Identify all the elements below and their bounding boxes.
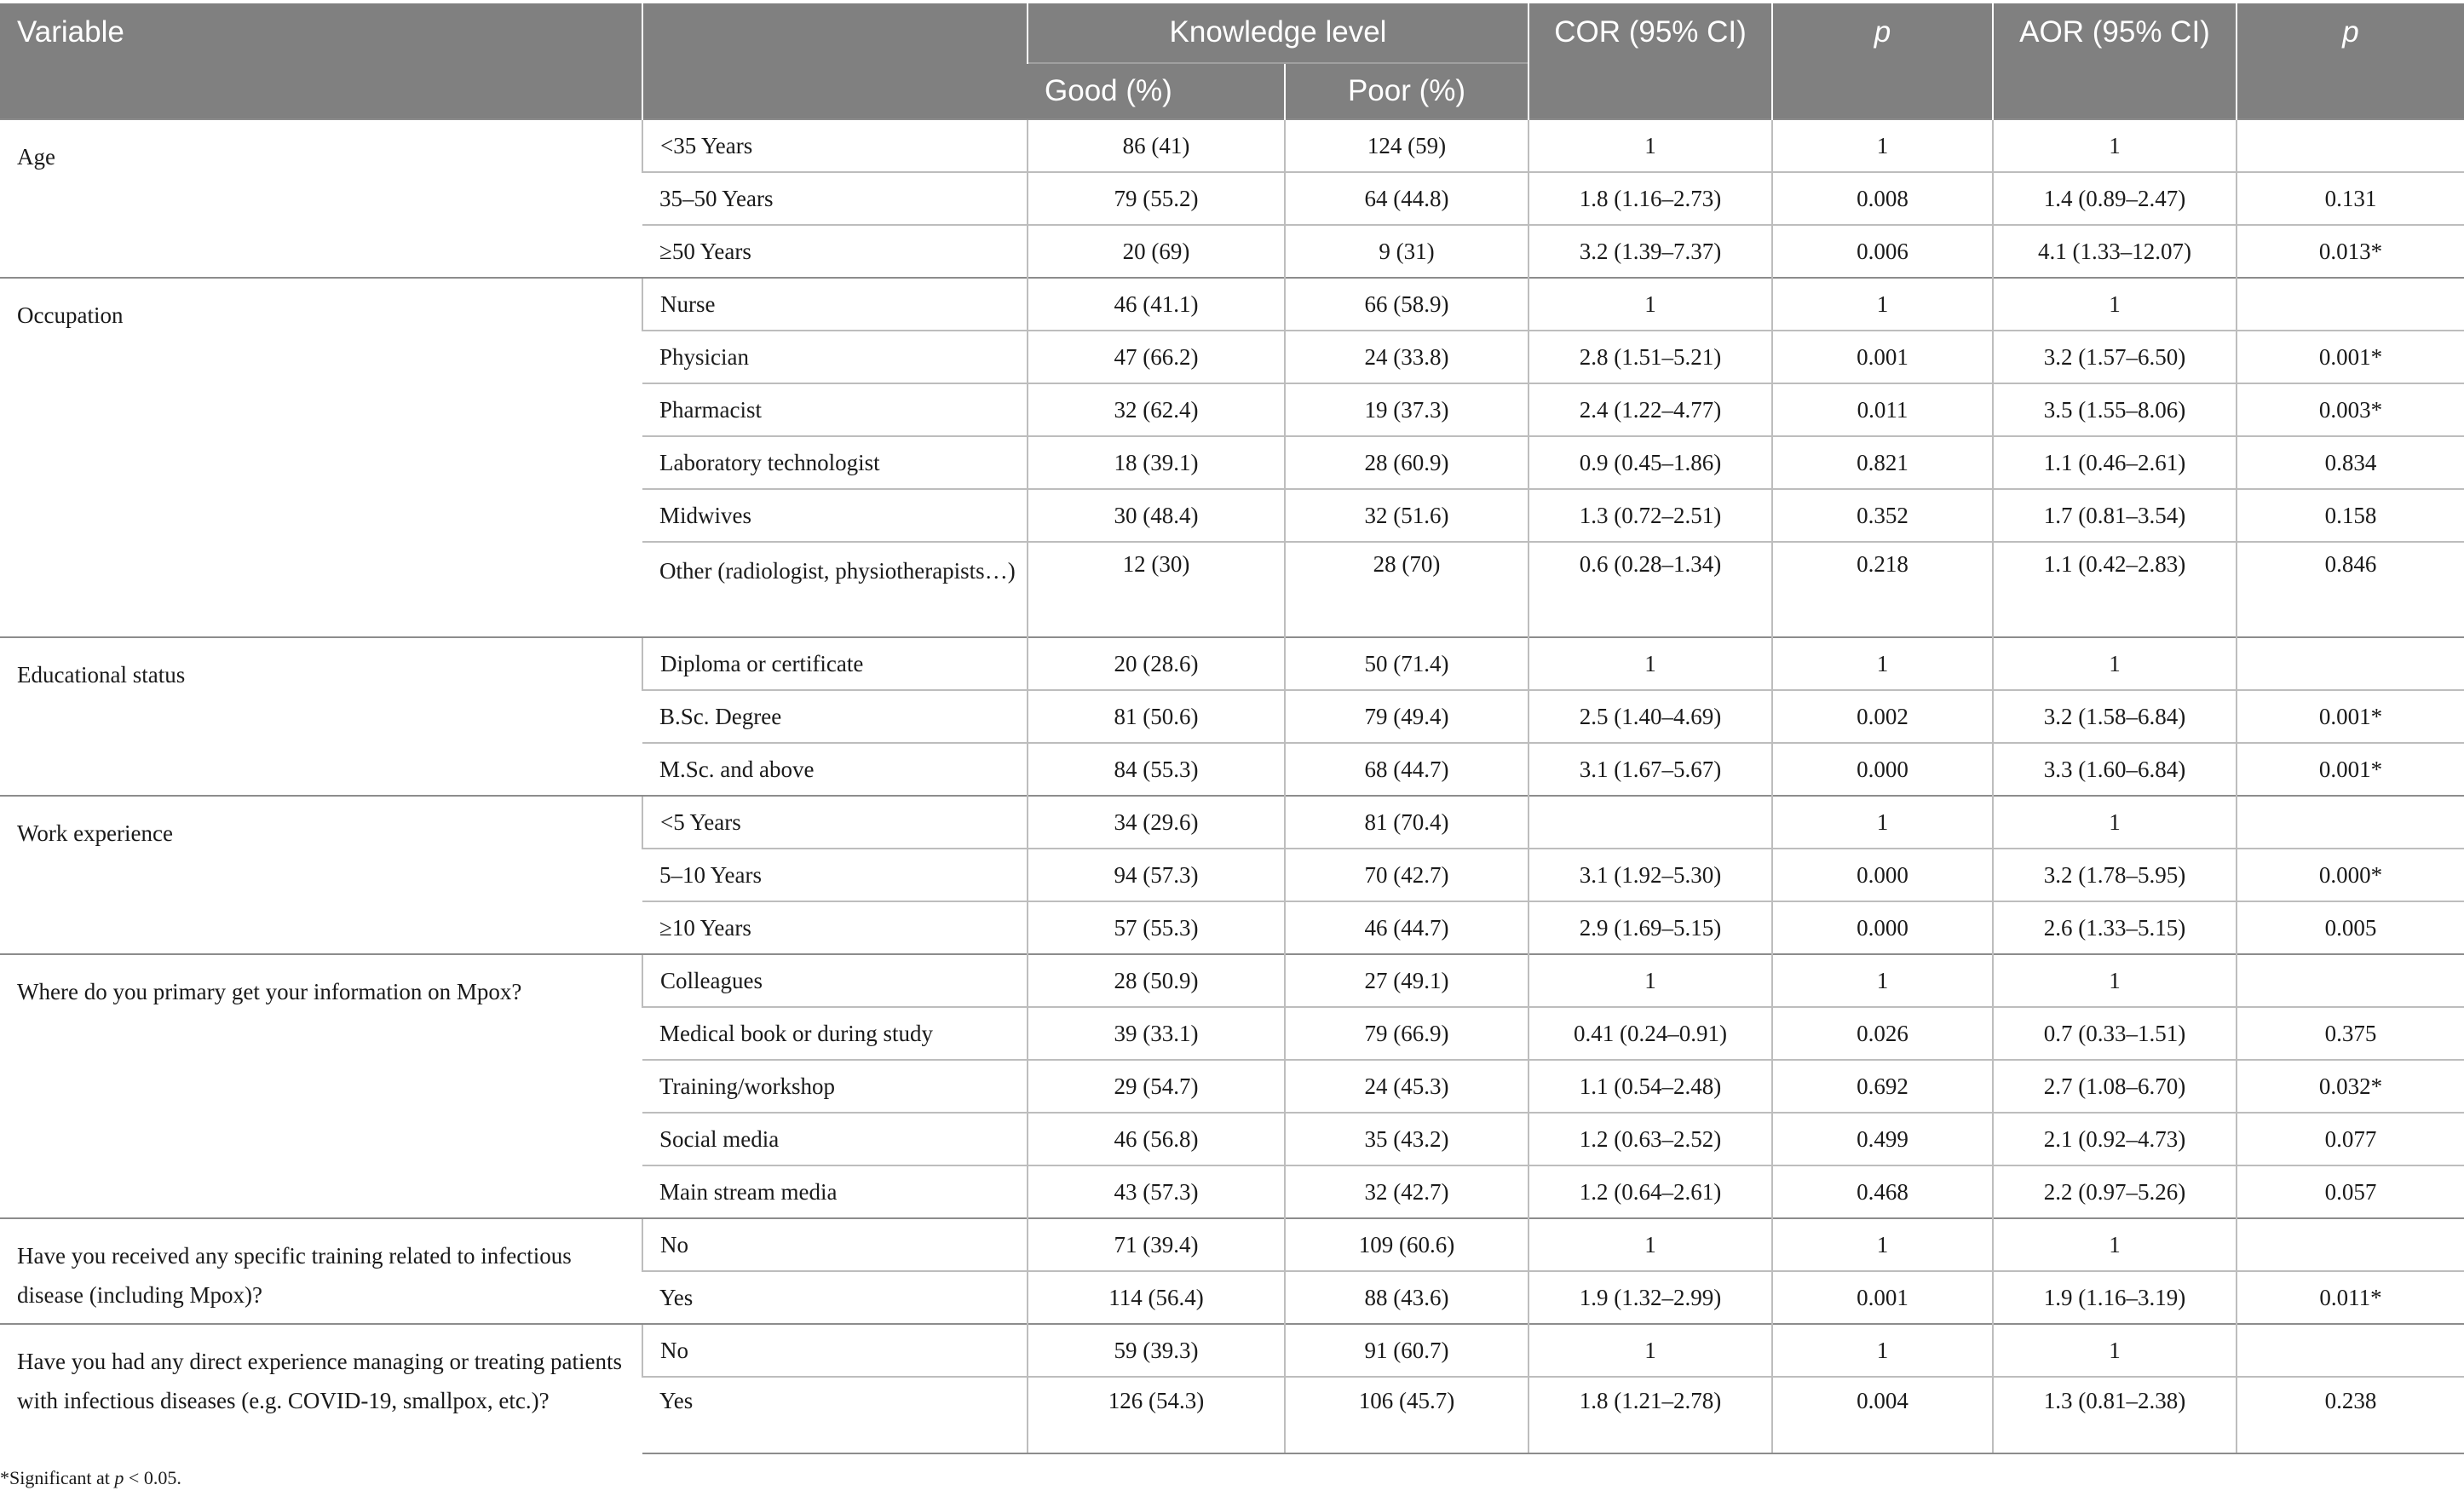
variable-cell: Occupation — [0, 278, 642, 637]
category-cell: B.Sc. Degree — [642, 690, 1028, 743]
p-cor-cell: 0.218 — [1772, 542, 1993, 637]
p-cor-cell: 0.352 — [1772, 489, 1993, 542]
p-cor-cell: 0.000 — [1772, 901, 1993, 954]
cor-cell: 1.1 (0.54–2.48) — [1528, 1060, 1772, 1113]
p-cor-cell: 1 — [1772, 278, 1993, 331]
header-p-cor — [1772, 3, 1993, 119]
p-cor-cell: 0.026 — [1772, 1007, 1993, 1060]
p-aor-cell: 0.158 — [2237, 489, 2464, 542]
poor-cell: 32 (42.7) — [1285, 1165, 1528, 1218]
cor-cell: 3.2 (1.39–7.37) — [1528, 225, 1772, 278]
header-cor: COR (95% CI) — [1528, 3, 1772, 119]
aor-cell: 1 — [1993, 1324, 2237, 1377]
poor-cell: 28 (60.9) — [1285, 436, 1528, 489]
aor-cell: 0.7 (0.33–1.51) — [1993, 1007, 2237, 1060]
poor-cell: 70 (42.7) — [1285, 849, 1528, 901]
variable-cell: Age — [0, 119, 642, 278]
poor-cell: 109 (60.6) — [1285, 1218, 1528, 1271]
table-row — [0, 278, 2464, 331]
p-cor-cell: 0.006 — [1772, 225, 1993, 278]
p-cor-cell: 0.002 — [1772, 690, 1993, 743]
good-cell: 46 (56.8) — [1028, 1113, 1285, 1165]
poor-cell: 68 (44.7) — [1285, 743, 1528, 796]
p-aor-cell: 0.238 — [2237, 1377, 2464, 1453]
good-cell: 81 (50.6) — [1028, 690, 1285, 743]
p-cor-cell: 0.004 — [1772, 1377, 1993, 1453]
cor-cell: 1.3 (0.72–2.51) — [1528, 489, 1772, 542]
footnote-suffix: < 0.05. — [124, 1467, 181, 1488]
category-cell: <35 Years — [642, 119, 1028, 172]
cor-cell — [1528, 796, 1772, 849]
good-cell: 86 (41) — [1028, 119, 1285, 172]
good-cell: 57 (55.3) — [1028, 901, 1285, 954]
category-cell: No — [642, 1218, 1028, 1271]
aor-cell: 2.6 (1.33–5.15) — [1993, 901, 2237, 954]
category-cell: ≥50 Years — [642, 225, 1028, 278]
p-aor-cell — [2237, 119, 2464, 172]
p-aor-cell: 0.375 — [2237, 1007, 2464, 1060]
p-cor-cell: 1 — [1772, 796, 1993, 849]
aor-cell: 3.2 (1.78–5.95) — [1993, 849, 2237, 901]
aor-cell: 1 — [1993, 278, 2237, 331]
aor-cell: 1.1 (0.42–2.83) — [1993, 542, 2237, 637]
footnote-prefix: *Significant at — [0, 1467, 115, 1488]
aor-cell: 3.2 (1.57–6.50) — [1993, 331, 2237, 383]
good-cell: 32 (62.4) — [1028, 383, 1285, 436]
p-cor-cell: 1 — [1772, 637, 1993, 690]
poor-cell: 81 (70.4) — [1285, 796, 1528, 849]
p-cor-cell: 1 — [1772, 119, 1993, 172]
p-cor-cell: 0.001 — [1772, 1271, 1993, 1324]
poor-cell: 106 (45.7) — [1285, 1377, 1528, 1453]
aor-cell: 4.1 (1.33–12.07) — [1993, 225, 2237, 278]
p-cor-cell: 0.008 — [1772, 172, 1993, 225]
p-cor-cell: 0.692 — [1772, 1060, 1993, 1113]
poor-cell: 27 (49.1) — [1285, 954, 1528, 1007]
table-row — [0, 119, 2464, 172]
cor-cell: 1 — [1528, 1218, 1772, 1271]
p-cor-cell: 0.000 — [1772, 743, 1993, 796]
header-knowledge-level: Knowledge level — [1028, 3, 1528, 63]
header-p-cor-label: p — [1874, 15, 1891, 49]
variable-cell: Have you had any direct experience managing or treating patients with infectious diseases (e.g. COVID-19, smallpox, etc.)? — [0, 1324, 642, 1453]
poor-cell: 91 (60.7) — [1285, 1324, 1528, 1377]
p-aor-cell: 0.013* — [2237, 225, 2464, 278]
category-cell: Physician — [642, 331, 1028, 383]
poor-cell: 50 (71.4) — [1285, 637, 1528, 690]
good-cell: 94 (57.3) — [1028, 849, 1285, 901]
poor-cell: 35 (43.2) — [1285, 1113, 1528, 1165]
good-cell: 28 (50.9) — [1028, 954, 1285, 1007]
good-cell: 29 (54.7) — [1028, 1060, 1285, 1113]
table-row — [0, 1218, 2464, 1271]
category-cell: Training/workshop — [642, 1060, 1028, 1113]
aor-cell: 1.1 (0.46–2.61) — [1993, 436, 2237, 489]
category-cell: Social media — [642, 1113, 1028, 1165]
cor-cell: 3.1 (1.92–5.30) — [1528, 849, 1772, 901]
cor-cell: 1.2 (0.64–2.61) — [1528, 1165, 1772, 1218]
poor-cell: 124 (59) — [1285, 119, 1528, 172]
poor-cell: 79 (66.9) — [1285, 1007, 1528, 1060]
cor-cell: 1 — [1528, 954, 1772, 1007]
category-cell: Diploma or certificate — [642, 637, 1028, 690]
variable-cell: Educational status — [0, 637, 642, 796]
category-cell: Yes — [642, 1377, 1028, 1453]
cor-cell: 2.4 (1.22–4.77) — [1528, 383, 1772, 436]
poor-cell: 32 (51.6) — [1285, 489, 1528, 542]
category-cell: Laboratory technologist — [642, 436, 1028, 489]
good-cell: 79 (55.2) — [1028, 172, 1285, 225]
category-cell: No — [642, 1324, 1028, 1377]
p-aor-cell — [2237, 278, 2464, 331]
p-aor-cell — [2237, 1218, 2464, 1271]
category-cell: Yes — [642, 1271, 1028, 1324]
good-cell: 18 (39.1) — [1028, 436, 1285, 489]
good-cell: 12 (30) — [1028, 542, 1285, 637]
aor-cell: 1 — [1993, 1218, 2237, 1271]
cor-cell: 3.1 (1.67–5.67) — [1528, 743, 1772, 796]
p-aor-cell: 0.077 — [2237, 1113, 2464, 1165]
good-cell: 34 (29.6) — [1028, 796, 1285, 849]
p-aor-cell: 0.001* — [2237, 331, 2464, 383]
cor-cell: 0.9 (0.45–1.86) — [1528, 436, 1772, 489]
cor-cell: 1.2 (0.63–2.52) — [1528, 1113, 1772, 1165]
footnote-p-symbol: p — [114, 1467, 124, 1488]
p-cor-cell: 1 — [1772, 1324, 1993, 1377]
good-cell: 46 (41.1) — [1028, 278, 1285, 331]
p-aor-cell: 0.005 — [2237, 901, 2464, 954]
cor-cell: 2.5 (1.40–4.69) — [1528, 690, 1772, 743]
table-header — [0, 3, 2464, 119]
cor-cell: 1.8 (1.16–2.73) — [1528, 172, 1772, 225]
poor-cell: 46 (44.7) — [1285, 901, 1528, 954]
poor-cell: 9 (31) — [1285, 225, 1528, 278]
good-cell: 114 (56.4) — [1028, 1271, 1285, 1324]
poor-cell: 28 (70) — [1285, 542, 1528, 637]
cor-cell: 2.8 (1.51–5.21) — [1528, 331, 1772, 383]
p-aor-cell: 0.846 — [2237, 542, 2464, 637]
p-cor-cell: 1 — [1772, 1218, 1993, 1271]
cor-cell: 1 — [1528, 278, 1772, 331]
category-cell: Pharmacist — [642, 383, 1028, 436]
p-aor-cell: 0.057 — [2237, 1165, 2464, 1218]
cor-cell: 1 — [1528, 119, 1772, 172]
p-aor-cell: 0.001* — [2237, 690, 2464, 743]
poor-cell: 79 (49.4) — [1285, 690, 1528, 743]
header-poor: Poor (%) — [1285, 63, 1528, 119]
good-cell: 59 (39.3) — [1028, 1324, 1285, 1377]
table-body — [0, 119, 2464, 1453]
header-category — [642, 3, 1028, 119]
good-cell: 71 (39.4) — [1028, 1218, 1285, 1271]
cor-cell: 1.8 (1.21–2.78) — [1528, 1377, 1772, 1453]
cor-cell: 2.9 (1.69–5.15) — [1528, 901, 1772, 954]
aor-cell: 2.1 (0.92–4.73) — [1993, 1113, 2237, 1165]
variable-cell: Work experience — [0, 796, 642, 954]
table-row — [0, 796, 2464, 849]
p-aor-cell: 0.011* — [2237, 1271, 2464, 1324]
category-cell: Nurse — [642, 278, 1028, 331]
p-cor-cell: 1 — [1772, 954, 1993, 1007]
poor-cell: 64 (44.8) — [1285, 172, 1528, 225]
aor-cell: 1.9 (1.16–3.19) — [1993, 1271, 2237, 1324]
header-good: Good (%) — [1028, 63, 1285, 119]
aor-cell: 1.4 (0.89–2.47) — [1993, 172, 2237, 225]
category-cell: Medical book or during study — [642, 1007, 1028, 1060]
cor-cell: 1 — [1528, 1324, 1772, 1377]
p-cor-cell: 0.821 — [1772, 436, 1993, 489]
p-cor-cell: 0.468 — [1772, 1165, 1993, 1218]
category-cell: Other (radiologist, physiotherapists…) — [642, 542, 1028, 637]
p-cor-cell: 0.000 — [1772, 849, 1993, 901]
good-cell: 47 (66.2) — [1028, 331, 1285, 383]
p-aor-cell: 0.003* — [2237, 383, 2464, 436]
table-row — [0, 954, 2464, 1007]
cor-cell: 1 — [1528, 637, 1772, 690]
p-aor-cell: 0.131 — [2237, 172, 2464, 225]
category-cell: ≥10 Years — [642, 901, 1028, 954]
good-cell: 20 (69) — [1028, 225, 1285, 278]
aor-cell: 1.3 (0.81–2.38) — [1993, 1377, 2237, 1453]
cor-cell: 1.9 (1.32–2.99) — [1528, 1271, 1772, 1324]
p-aor-cell: 0.001* — [2237, 743, 2464, 796]
aor-cell: 2.7 (1.08–6.70) — [1993, 1060, 2237, 1113]
p-aor-cell — [2237, 637, 2464, 690]
aor-cell: 3.2 (1.58–6.84) — [1993, 690, 2237, 743]
p-aor-cell — [2237, 796, 2464, 849]
good-cell: 126 (54.3) — [1028, 1377, 1285, 1453]
category-cell: 5–10 Years — [642, 849, 1028, 901]
good-cell: 84 (55.3) — [1028, 743, 1285, 796]
p-aor-cell — [2237, 1324, 2464, 1377]
aor-cell: 1 — [1993, 637, 2237, 690]
results-table — [0, 3, 2464, 1454]
p-cor-cell: 0.011 — [1772, 383, 1993, 436]
poor-cell: 19 (37.3) — [1285, 383, 1528, 436]
aor-cell: 3.3 (1.60–6.84) — [1993, 743, 2237, 796]
cor-cell: 0.6 (0.28–1.34) — [1528, 542, 1772, 637]
category-cell: Midwives — [642, 489, 1028, 542]
p-cor-cell: 0.499 — [1772, 1113, 1993, 1165]
category-cell: 35–50 Years — [642, 172, 1028, 225]
poor-cell: 24 (33.8) — [1285, 331, 1528, 383]
poor-cell: 24 (45.3) — [1285, 1060, 1528, 1113]
category-cell: <5 Years — [642, 796, 1028, 849]
header-p-aor — [2237, 3, 2464, 119]
table-row — [0, 637, 2464, 690]
aor-cell: 1 — [1993, 119, 2237, 172]
variable-cell: Where do you primary get your information on Mpox? — [0, 954, 642, 1218]
aor-cell: 1 — [1993, 796, 2237, 849]
category-cell: Colleagues — [642, 954, 1028, 1007]
good-cell: 43 (57.3) — [1028, 1165, 1285, 1218]
poor-cell: 66 (58.9) — [1285, 278, 1528, 331]
aor-cell: 1.7 (0.81–3.54) — [1993, 489, 2237, 542]
aor-cell: 3.5 (1.55–8.06) — [1993, 383, 2237, 436]
aor-cell: 2.2 (0.97–5.26) — [1993, 1165, 2237, 1218]
p-aor-cell: 0.032* — [2237, 1060, 2464, 1113]
good-cell: 39 (33.1) — [1028, 1007, 1285, 1060]
table-footnote — [0, 1467, 181, 1489]
good-cell: 20 (28.6) — [1028, 637, 1285, 690]
table-container — [0, 3, 2464, 1454]
p-aor-cell: 0.000* — [2237, 849, 2464, 901]
table-row — [0, 1324, 2464, 1377]
poor-cell: 88 (43.6) — [1285, 1271, 1528, 1324]
header-aor: AOR (95% CI) — [1993, 3, 2237, 119]
p-aor-cell — [2237, 954, 2464, 1007]
good-cell: 30 (48.4) — [1028, 489, 1285, 542]
p-cor-cell: 0.001 — [1772, 331, 1993, 383]
p-aor-cell: 0.834 — [2237, 436, 2464, 489]
aor-cell: 1 — [1993, 954, 2237, 1007]
category-cell: M.Sc. and above — [642, 743, 1028, 796]
variable-cell: Have you received any specific training related to infectious disease (including Mpox)? — [0, 1218, 642, 1324]
cor-cell: 0.41 (0.24–0.91) — [1528, 1007, 1772, 1060]
category-cell: Main stream media — [642, 1165, 1028, 1218]
header-variable: Variable — [0, 3, 642, 119]
header-p-aor-label: p — [2342, 15, 2359, 49]
